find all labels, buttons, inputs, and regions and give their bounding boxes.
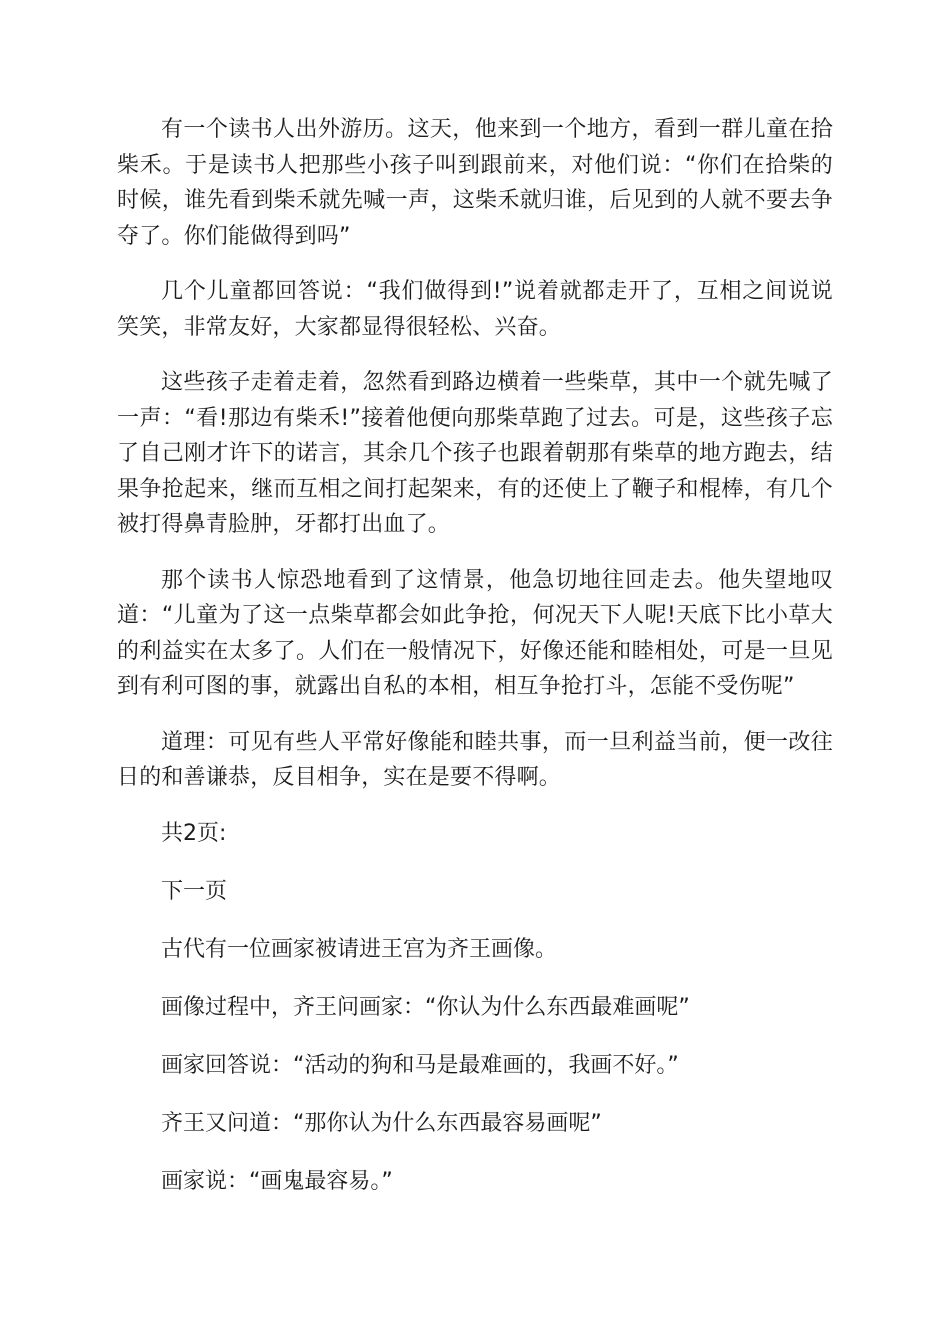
paragraph: 古代有一位画家被请进王宫为齐王画像。 (161, 936, 558, 962)
paragraph: 画像过程中，齐王问画家：“你认为什么东西最难画呢” (161, 994, 690, 1020)
paragraph: 这些孩子走着走着，忽然看到路边横着一些柴草，其中一个就先喊了一声：“看!那边有柴禾!”接着他便向那柴草跑了过去。可是，这些孩子忘了自己刚才许下的诺言，其余几个孩子也跟着朝那有柴草的地方跑去，结果争抢起来，继而互相之间打起架来，有的还使上了鞭子和棍棒，有几个被打得鼻青脸肿，牙都打出血了。 (117, 370, 833, 537)
paragraph: 画家说：“画鬼最容易。” (161, 1168, 393, 1194)
paragraph: 道理：可见有些人平常好像能和睦共事，而一旦利益当前，便一改往日的和善谦恭，反目相争，实在是要不得啊。 (117, 729, 833, 790)
next-page-link[interactable]: 下一页 (161, 878, 228, 904)
paragraph: 有一个读书人出外游历。这天，他来到一个地方，看到一群儿童在拾柴禾。于是读书人把那些小孩子叫到跟前来，对他们说：“你们在拾柴的时候，谁先看到柴禾就先喊一声，这柴禾就归谁，后见到的人就不要去争夺了。你们能做得到吗” (117, 117, 833, 249)
paragraph: 那个读书人惊恐地看到了这情景，他急切地往回走去。他失望地叹道：“儿童为了这一点柴草都会如此争抢，何况天下人呢!天底下比小草大的利益实在太多了。人们在一般情况下，好像还能和睦相处，可是一旦见到有利可图的事，就露出自私的本相，相互争抢打斗，怎能不受伤呢” (117, 567, 833, 699)
paragraph: 齐王又问道：“那你认为什么东西最容易画呢” (161, 1110, 602, 1136)
document-page (117, 112, 833, 1222)
paragraph: 画家回答说：“活动的狗和马是最难画的，我画不好。” (161, 1052, 679, 1078)
paragraph: 几个儿童都回答说：“我们做得到!”说着就都走开了，互相之间说说笑笑，非常友好，大家都显得很轻松、兴奋。 (117, 279, 833, 340)
page-count: 共2页: (161, 820, 227, 846)
